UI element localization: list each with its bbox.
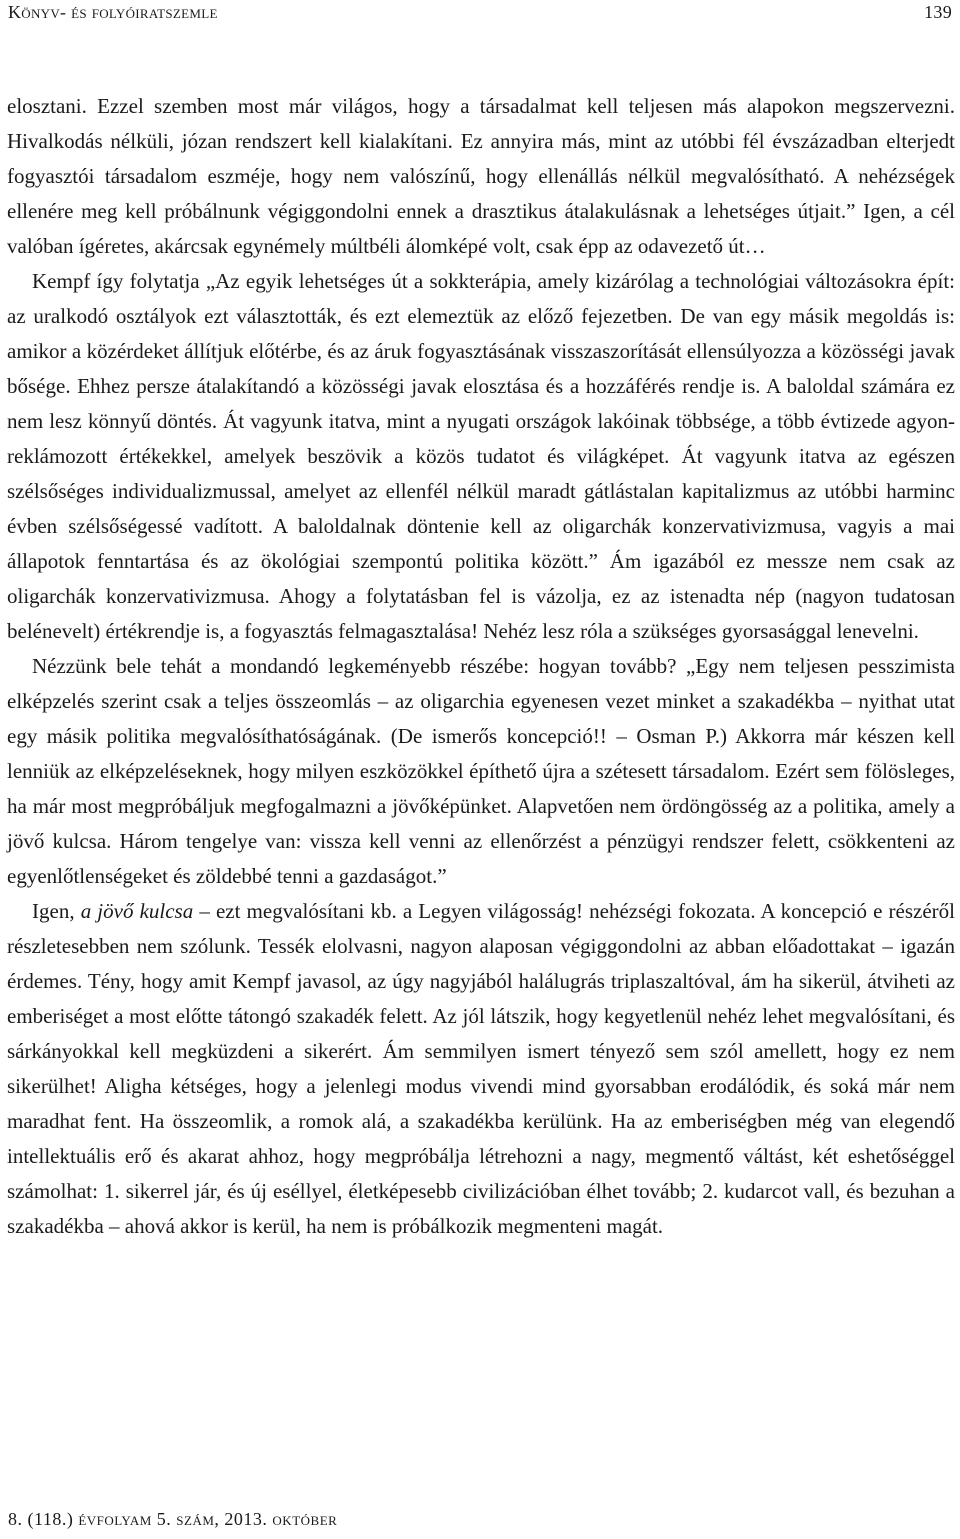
paragraph-text: Nézzünk bele tehát a mondandó legkeményebb részébe: hogyan tovább? „Egy nem teljesen pesszimista elképzelés szerint csak a teljes összeomlás – az oligarchia egyenesen vezet minket a szakadékba – nyithat utat egy másik politika megvalósíthatóságának. (De ismerős koncepció!! – Osman P.) Akkorra már készen kell lenniük az elképzeléseknek, hogy milyen eszközökkel építhető újra a szétesett társadalom. Ezért sem fölösleges, ha már most megpróbáljuk megfogalmazni a jövőképünket. Alapvetően nem ördöngösség az a politika, amely a jövő kulcsa. Három tengelye van: vissza kell venni az ellenőrzést a pénzügyi rendszer felett, csökkenteni az egyenlőtlenségeket és zöldebbé tenni a gazdaságot.”: [7, 654, 955, 888]
section-title: Könyv- és folyóiratszemle: [8, 2, 218, 22]
running-header: [8, 2, 952, 24]
paragraph-text: Kempf így folytatja „Az egyik lehetséges út a sokkterápia, amely kizárólag a technológiai változásokra épít: az uralkodó osztályok ezt választották, és ezt elemeztük az előző fejezetben. De van egy másik megoldás is: amikor a közérdeket állítjuk előtérbe, és az áruk fogyasztásának visszaszorítását ellensúlyozza a közösségi javak bősége. Ehhez persze átalakítandó a közösségi javak elosztása és a hozzáférés rendje is. A baloldal számára ez nem lesz könnyű döntés. Át vagyunk itatva, mint a nyugati országok lakóinak többsége, a több évtizede agyonreklámozott értékekkel, amelyek beszövik a közös tudatot és világképet. Át vagyunk itatva az egészen szélsőséges individualizmussal, amelyet az ellenfél nélkül maradt gátlástalan kapitalizmus az utóbbi harminc évben szélsőségessé vadított. A baloldalnak döntenie kell az oligarchák konzervativizmusa, vagyis a mai állapotok fenntartása és az ökológiai szempontú politika között.” Ám igazából ez messze nem csak az oligarchák konzervativizmusa. Ahogy a folytatásban fel is vázolja, ez az istenadta nép (nagyon tudatosan belénevelt) értékrendje is, a fogyasztás felmagasztalása! Nehéz lesz róla a szükséges gyorsasággal lenevelni.: [7, 269, 955, 643]
paragraph: [7, 89, 955, 264]
paragraph: [7, 649, 955, 894]
paragraph-text: elosztani. Ezzel szemben most már világos, hogy a társadalmat kell teljesen más alapokon megszervezni. Hivalkodás nélküli, józan rendszert kell kialakítani. Ez annyira más, mint az utóbbi fél évszázadban elterjedt fogyasztói társadalom eszméje, hogy nem valószínű, hogy ellenállás nélkül megvalósítható. A nehézségek ellenére meg kell próbálnunk végiggondolni ennek a drasztikus átalakulásnak a lehetséges útjait.” Igen, a cél valóban ígéretes, akárcsak egynémely múltbéli álomképé volt, csak épp az odavezető út…: [7, 94, 955, 258]
issue-footer: 8. (118.) évfolyam 5. szám, 2013. október: [8, 1509, 338, 1529]
page-number: 139: [924, 2, 952, 22]
paragraph: [7, 894, 955, 1244]
paragraph-text: – ezt megvalósítani kb. a Legyen világosság! nehézségi fokozata. A koncepció e részéről részletesebben nem szólunk. Tessék elolvasni, nagyon alaposan végiggondolni az abban előadottakat – igazán érdemes. Tény, hogy amit Kempf javasol, az úgy nagyjából halálugrás triplaszaltóval, ám ha sikerül, átviheti az emberiséget a most előtte tátongó szakadék felett. Az jól látszik, hogy kegyetlenül nehéz lehet megvalósítani, és sárkányokkal kell megküzdeni a sikerért. Ám semmilyen ismert tényező sem szól amellett, hogy ez nem sikerülhet! Aligha kétséges, hogy a jelenlegi modus vivendi mind gyorsabban erodálódik, és soká már nem maradhat fent. Ha összeomlik, a romok alá, a szakadékba kerülünk. Ha az emberiségben még van elegendő intellektuális erő és akarat ahhoz, hogy megpróbálja létrehozni a nagy, megmentő váltást, két eshetőséggel számolhat: 1. sikerrel jár, és új eséllyel, életképesebb civilizációban élhet tovább; 2. kudarcot vall, és bezuhan a szakadékba – ahová akkor is kerül, ha nem is próbálkozik megmenteni magát.: [7, 899, 955, 1238]
emphasized-text: a jövő kulcsa: [80, 899, 194, 923]
article-body: [7, 89, 955, 1244]
paragraph: [7, 264, 955, 649]
paragraph-text: Igen,: [32, 899, 81, 923]
